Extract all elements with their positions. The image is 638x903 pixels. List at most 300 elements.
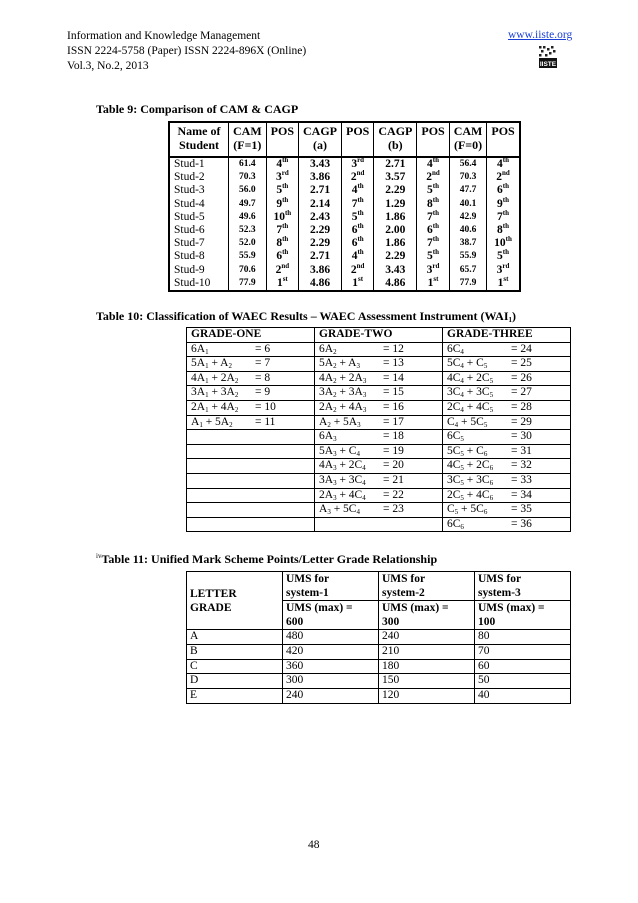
grade-value: = 6 [255,342,271,355]
table9-cell [374,277,417,291]
cell-value: 2.14 [309,197,331,210]
grade-term: 3A [319,473,334,486]
table10-cell [443,371,571,386]
table9-header-cell [169,122,229,157]
cell-value: 5 [276,184,283,197]
ordinal-suffix: th [432,248,440,257]
table11-cell: 60 [475,659,571,674]
grade-term: + 5A [202,415,230,428]
grade-term: A [191,415,200,428]
grade-subscript: 3 [362,405,367,414]
cell-value: 4.86 [385,276,406,289]
grade-subscript: 2 [234,391,239,400]
header-line: UMS for [382,573,426,585]
cell-value: 6 [351,237,358,250]
grade-expression [319,386,383,400]
grade-term: 4A [191,371,206,384]
ordinal-suffix: st [503,274,509,283]
cell-value: 4 [497,158,503,170]
cell-value: 3.57 [385,171,406,184]
header-line-1: POS [270,124,295,138]
table9-cell [449,157,487,171]
cell-value: 1.29 [385,197,406,210]
grade-subscript: 2 [234,405,239,414]
header-line-2: GRADE [190,601,232,614]
table10-cell [443,503,571,518]
ordinal-suffix: th [357,208,364,217]
table10-waec-classification [186,327,571,532]
grade-value: = 27 [511,386,532,399]
table10-row [187,473,571,488]
table9-cell [374,171,417,184]
cell-value: 52.0 [239,238,256,249]
cell-value: 9 [276,197,283,210]
header-line-1: POS [346,124,370,138]
table10-cell [315,488,443,503]
table11-header-system [379,572,475,630]
grade-subscript: 5 [483,420,488,429]
cell-value: Stud-3 [174,184,205,197]
table9-header-cell [299,122,342,157]
header-line: 300 [382,616,400,628]
grade-expression [319,445,383,459]
table10-cell [315,503,443,518]
grade-term: + 2C [463,371,490,384]
grade-subscript: 2 [333,362,337,371]
grade-subscript: 3 [333,464,337,473]
table11-cell: 240 [283,689,379,704]
cell-value: 1 [276,276,283,289]
table9-cell [449,277,487,291]
ordinal-suffix: st [358,274,364,283]
grade-value: = 7 [255,357,271,370]
cell-value: 1.86 [385,210,406,223]
cell-value: 2.71 [309,184,331,197]
table9-row [169,157,520,171]
ordinal-suffix: th [282,235,289,244]
cell-value: 6 [351,224,358,237]
grade-expression [191,416,255,430]
ordinal-suffix: st [282,274,288,283]
cell-value: 61.4 [239,159,256,169]
grade-term: + 3C [463,386,490,399]
grade-subscript: 3 [333,449,337,458]
cell-value: 9 [497,197,503,210]
grade-term: 6A [319,342,334,355]
cell-value: 10 [273,210,285,223]
grade-subscript: 2 [228,362,232,371]
table9-cell [374,157,417,171]
grade-value: = 29 [511,415,532,428]
header-line: system-3 [478,587,521,599]
grade-term: 5C [447,357,461,370]
grade-expression [447,357,511,371]
table10-cell [315,444,443,459]
grade-expression [319,416,383,430]
table10-cell [443,386,571,401]
grade-term: + 5C [330,503,357,516]
cell-value: 6 [497,184,503,197]
ordinal-suffix: th [432,182,440,191]
table9-cell [169,184,229,197]
grade-expression [319,474,383,488]
ordinal-suffix: th [432,156,440,164]
table9-cell [449,184,487,197]
cell-value: 5 [497,250,503,263]
ordinal-suffix: nd [432,169,440,178]
cell-value: Stud-2 [174,171,205,184]
grade-subscript: 3 [357,420,361,429]
table9-cell [374,237,417,250]
grade-term: + 2C [336,459,363,472]
grade-term: 2A [319,400,334,413]
table9-cell [169,224,229,237]
journal-url-link[interactable]: www.iiste.org [508,29,573,41]
table11-cell: 150 [379,674,475,689]
grade-term: C [447,503,455,516]
grade-expression [319,430,383,444]
cell-value: Stud-4 [174,197,205,210]
table11-cell: 480 [283,630,379,645]
grade-expression [191,386,255,400]
grade-subscript: 6 [460,522,464,531]
table10-caption: Table 10: Classification of WAEC Results – WAEC Assessment Instrument $(WAI_1)$ [96,309,516,324]
grade-term: 3A [319,386,334,399]
grade-subscript: 2 [333,376,337,385]
cell-value: 3 [275,171,282,184]
table9-cell [299,224,342,237]
table11-cell: 360 [283,659,379,674]
grade-subscript: 5 [483,362,488,371]
grade-value: = 28 [511,400,532,413]
grade-subscript: 1 [205,347,209,356]
grade-value: = 35 [511,503,532,516]
table9-header-cell [487,122,520,157]
header-line-1: POS [491,124,515,138]
cell-value: 2 [275,263,282,276]
grade-term: + 2C [463,459,490,472]
ordinal-suffix: th [432,222,440,231]
table9-cell [374,264,417,277]
cell-value: 4 [351,184,358,197]
header-line: 100 [478,616,496,628]
table9-cell [229,157,267,171]
table10-header-row [187,328,571,343]
table11-row [187,644,571,659]
table9-cell [229,237,267,250]
table10-cell [443,517,571,532]
grade-value: = 14 [383,371,404,384]
table10-row [187,444,571,459]
header-line-1: CAM [453,124,483,138]
table9-header-cell [229,122,267,157]
table10-cell [187,517,315,532]
table9-row [169,237,520,250]
table11-cell: D [187,674,283,689]
grade-subscript: 1 [205,391,209,400]
grade-subscript: 2 [229,420,233,429]
grade-subscript: 1 [199,420,203,429]
cell-value: 7 [427,237,433,250]
grade-subscript: 3 [327,508,331,517]
cell-value: 3 [496,263,503,276]
table9-cell [266,195,298,211]
ordinal-suffix: nd [356,169,365,178]
grade-expression [447,372,511,386]
table9-cell [299,237,342,250]
grade-term: 5A [319,357,334,370]
grade-subscript: 3 [356,362,360,371]
grade-term: + C [463,357,484,370]
table10-cell [443,342,571,357]
ordinal-suffix: th [502,248,510,257]
cell-value: 3 [351,158,358,170]
grade-value: = 33 [511,473,532,486]
cell-value: 4 [427,158,433,170]
grade-term: C [447,415,455,428]
grade-value: = 8 [255,371,271,384]
table9-cam-cagp [168,121,521,292]
iiste-logo [538,45,558,69]
table10-cell [443,459,571,474]
grade-expression [447,503,511,517]
journal-volume: Vol.3, No.2, 2013 [67,60,149,72]
grade-term: A [319,503,328,516]
grade-subscript: 3 [362,391,367,400]
cell-value: 56.4 [459,159,477,169]
svg-text:IISTE: IISTE [539,61,557,68]
table9-header-cell [342,122,374,157]
header-line: UMS for [286,573,330,585]
table11-row [187,674,571,689]
grade-expression [319,401,383,415]
grade-expression [447,386,511,400]
cell-value: 65.7 [459,264,477,275]
grade-subscript: 3 [362,376,367,385]
table9-cell [169,171,229,184]
cell-value: 55.9 [459,251,477,262]
table11-cell: E [187,689,283,704]
grade-expression [447,518,511,532]
grade-value: = 10 [255,400,276,413]
table11-cell: 420 [283,644,379,659]
grade-term: 6A [319,430,334,443]
table10-cell [187,444,315,459]
ordinal-suffix: th [282,222,289,231]
cell-value: 2.00 [385,224,406,237]
cell-value: 8 [427,197,433,210]
grade-subscript: 6 [489,478,494,487]
table10-row [187,488,571,503]
table9-cell [169,237,229,250]
table11-row [187,689,571,704]
table9-cell [229,277,267,291]
grade-term: 4A [319,459,334,472]
ordinal-suffix: th [357,248,364,257]
ordinal-suffix: st [433,274,439,283]
ordinal-suffix: nd [356,261,365,270]
grade-subscript: 1 [205,376,209,385]
grade-term: + A [336,357,357,370]
table9-cell [449,224,487,237]
table10-cell [187,430,315,445]
header-line-1: LETTER [190,587,237,600]
table10-cell [315,459,443,474]
header-line-2: (F=0) [453,138,483,152]
grade-value: = 24 [511,342,532,355]
table9-cell [229,224,267,237]
grade-expression [319,357,383,371]
cell-value: Stud-5 [174,210,205,223]
ordinal-suffix: rd [281,169,289,178]
ordinal-suffix: rd [432,261,440,270]
cell-value: 2.29 [309,224,331,237]
cell-value: 2.71 [309,250,331,263]
table10-cell [187,473,315,488]
header-line-2: (F=1) [233,138,262,152]
table9-cell [449,198,487,211]
table11-cell: 120 [379,689,475,704]
grade-value: = 32 [511,459,532,472]
cell-value: 2.29 [385,250,406,263]
grade-subscript: 1 [205,362,209,371]
ordinal-suffix: th [357,182,364,191]
table10-cell [187,371,315,386]
header-line: UMS (max) = [379,600,474,615]
table10-row [187,357,571,372]
cell-value: 2 [350,171,357,184]
header-line: 600 [286,616,304,628]
cell-value: 6 [276,250,283,263]
grade-term: + 4C [463,400,490,413]
table9-row [169,277,520,291]
table10-cell [443,415,571,430]
grade-term: 3C [447,473,461,486]
cell-value: 5 [351,210,358,223]
table11-cell: 50 [475,674,571,689]
header-line: UMS for [478,573,522,585]
grade-expression [319,503,383,517]
grade-subscript: 6 [483,449,488,458]
cell-value: 52.3 [239,225,256,236]
ordinal-suffix: th [432,235,440,244]
grade-term: + C [463,444,484,457]
grade-value: = 23 [383,503,404,516]
ordinal-suffix: th [502,195,510,204]
table11-header-system [475,572,571,630]
ordinal-suffix: th [502,156,510,164]
grade-subscript: 5 [489,391,494,400]
table10-header-cell: GRADE-ONE [187,328,315,343]
cell-value: Stud-7 [174,237,205,250]
grade-subscript: 6 [489,464,494,473]
grade-value: = 17 [383,415,404,428]
table9-cell [299,250,342,263]
ordinal-suffix: th [502,182,510,191]
table10-cell [443,473,571,488]
ordinal-suffix: th [284,208,292,217]
cell-value: 2.43 [309,210,331,223]
cell-value: 77.9 [239,277,256,288]
table10-row [187,430,571,445]
table10-row [187,386,571,401]
grade-term: + A [208,357,229,370]
grade-value: = 18 [383,430,404,443]
grade-value: = 15 [383,386,404,399]
grade-expression [191,357,255,371]
grade-expression [447,474,511,488]
header-line-2: (a) [313,138,328,152]
grade-term: 6A [191,342,206,355]
table10-cell [187,488,315,503]
table9-cell [417,274,449,291]
table9-cell [229,264,267,277]
header-line-2: (b) [388,138,403,152]
grade-subscript: 4 [362,464,366,473]
table9-cell [229,211,267,224]
grade-value: = 19 [383,444,404,457]
table11-cell: C [187,659,283,674]
cell-value: Stud-9 [174,263,205,276]
grade-subscript: 3 [333,493,337,502]
table9-header-cell [449,122,487,157]
journal-issn: ISSN 2224-5758 (Paper) ISSN 2224-896X (Online) [67,45,307,57]
header-line: UMS (max) = [283,600,378,615]
table10-header-cell: GRADE-TWO [315,328,443,343]
ordinal-suffix: th [282,248,289,257]
grade-term: + 3A [208,386,235,399]
table10-row [187,503,571,518]
cell-value: 7 [497,210,503,223]
table10-cell [315,386,443,401]
grade-subscript: 2 [333,391,337,400]
table9-header-cell [266,122,298,157]
cell-value: 7 [276,224,283,237]
table9-cell [229,198,267,211]
table9-cell [374,250,417,263]
grade-expression [447,416,511,430]
ordinal-suffix: th [432,195,440,204]
grade-value: = 22 [383,488,404,501]
table11-cell: B [187,644,283,659]
table11-cell: 240 [379,630,475,645]
grade-term: + 3C [336,473,363,486]
cell-value: 10 [494,237,506,250]
grade-subscript: 5 [460,449,464,458]
grade-expression [447,445,511,459]
cell-value: 70.3 [459,172,477,183]
grade-subscript: 5 [489,376,494,385]
table10-row [187,400,571,415]
cell-value: 4 [276,158,283,170]
cell-value: 2.29 [309,237,331,250]
grade-term: 5C [447,444,461,457]
table10-cell [315,342,443,357]
table10-cell [315,371,443,386]
ordinal-suffix: th [502,222,510,231]
grade-subscript: 2 [333,347,337,356]
grade-subscript: 6 [483,508,488,517]
table9-cell [169,211,229,224]
table9-cell [449,211,487,224]
grade-value: = 9 [255,386,271,399]
grade-subscript: 4 [356,449,360,458]
grade-expression [191,372,255,386]
cell-value: 7 [351,197,358,210]
table9-row [169,171,520,184]
ordinal-suffix: th [282,156,289,164]
cell-value: 4 [351,250,358,263]
